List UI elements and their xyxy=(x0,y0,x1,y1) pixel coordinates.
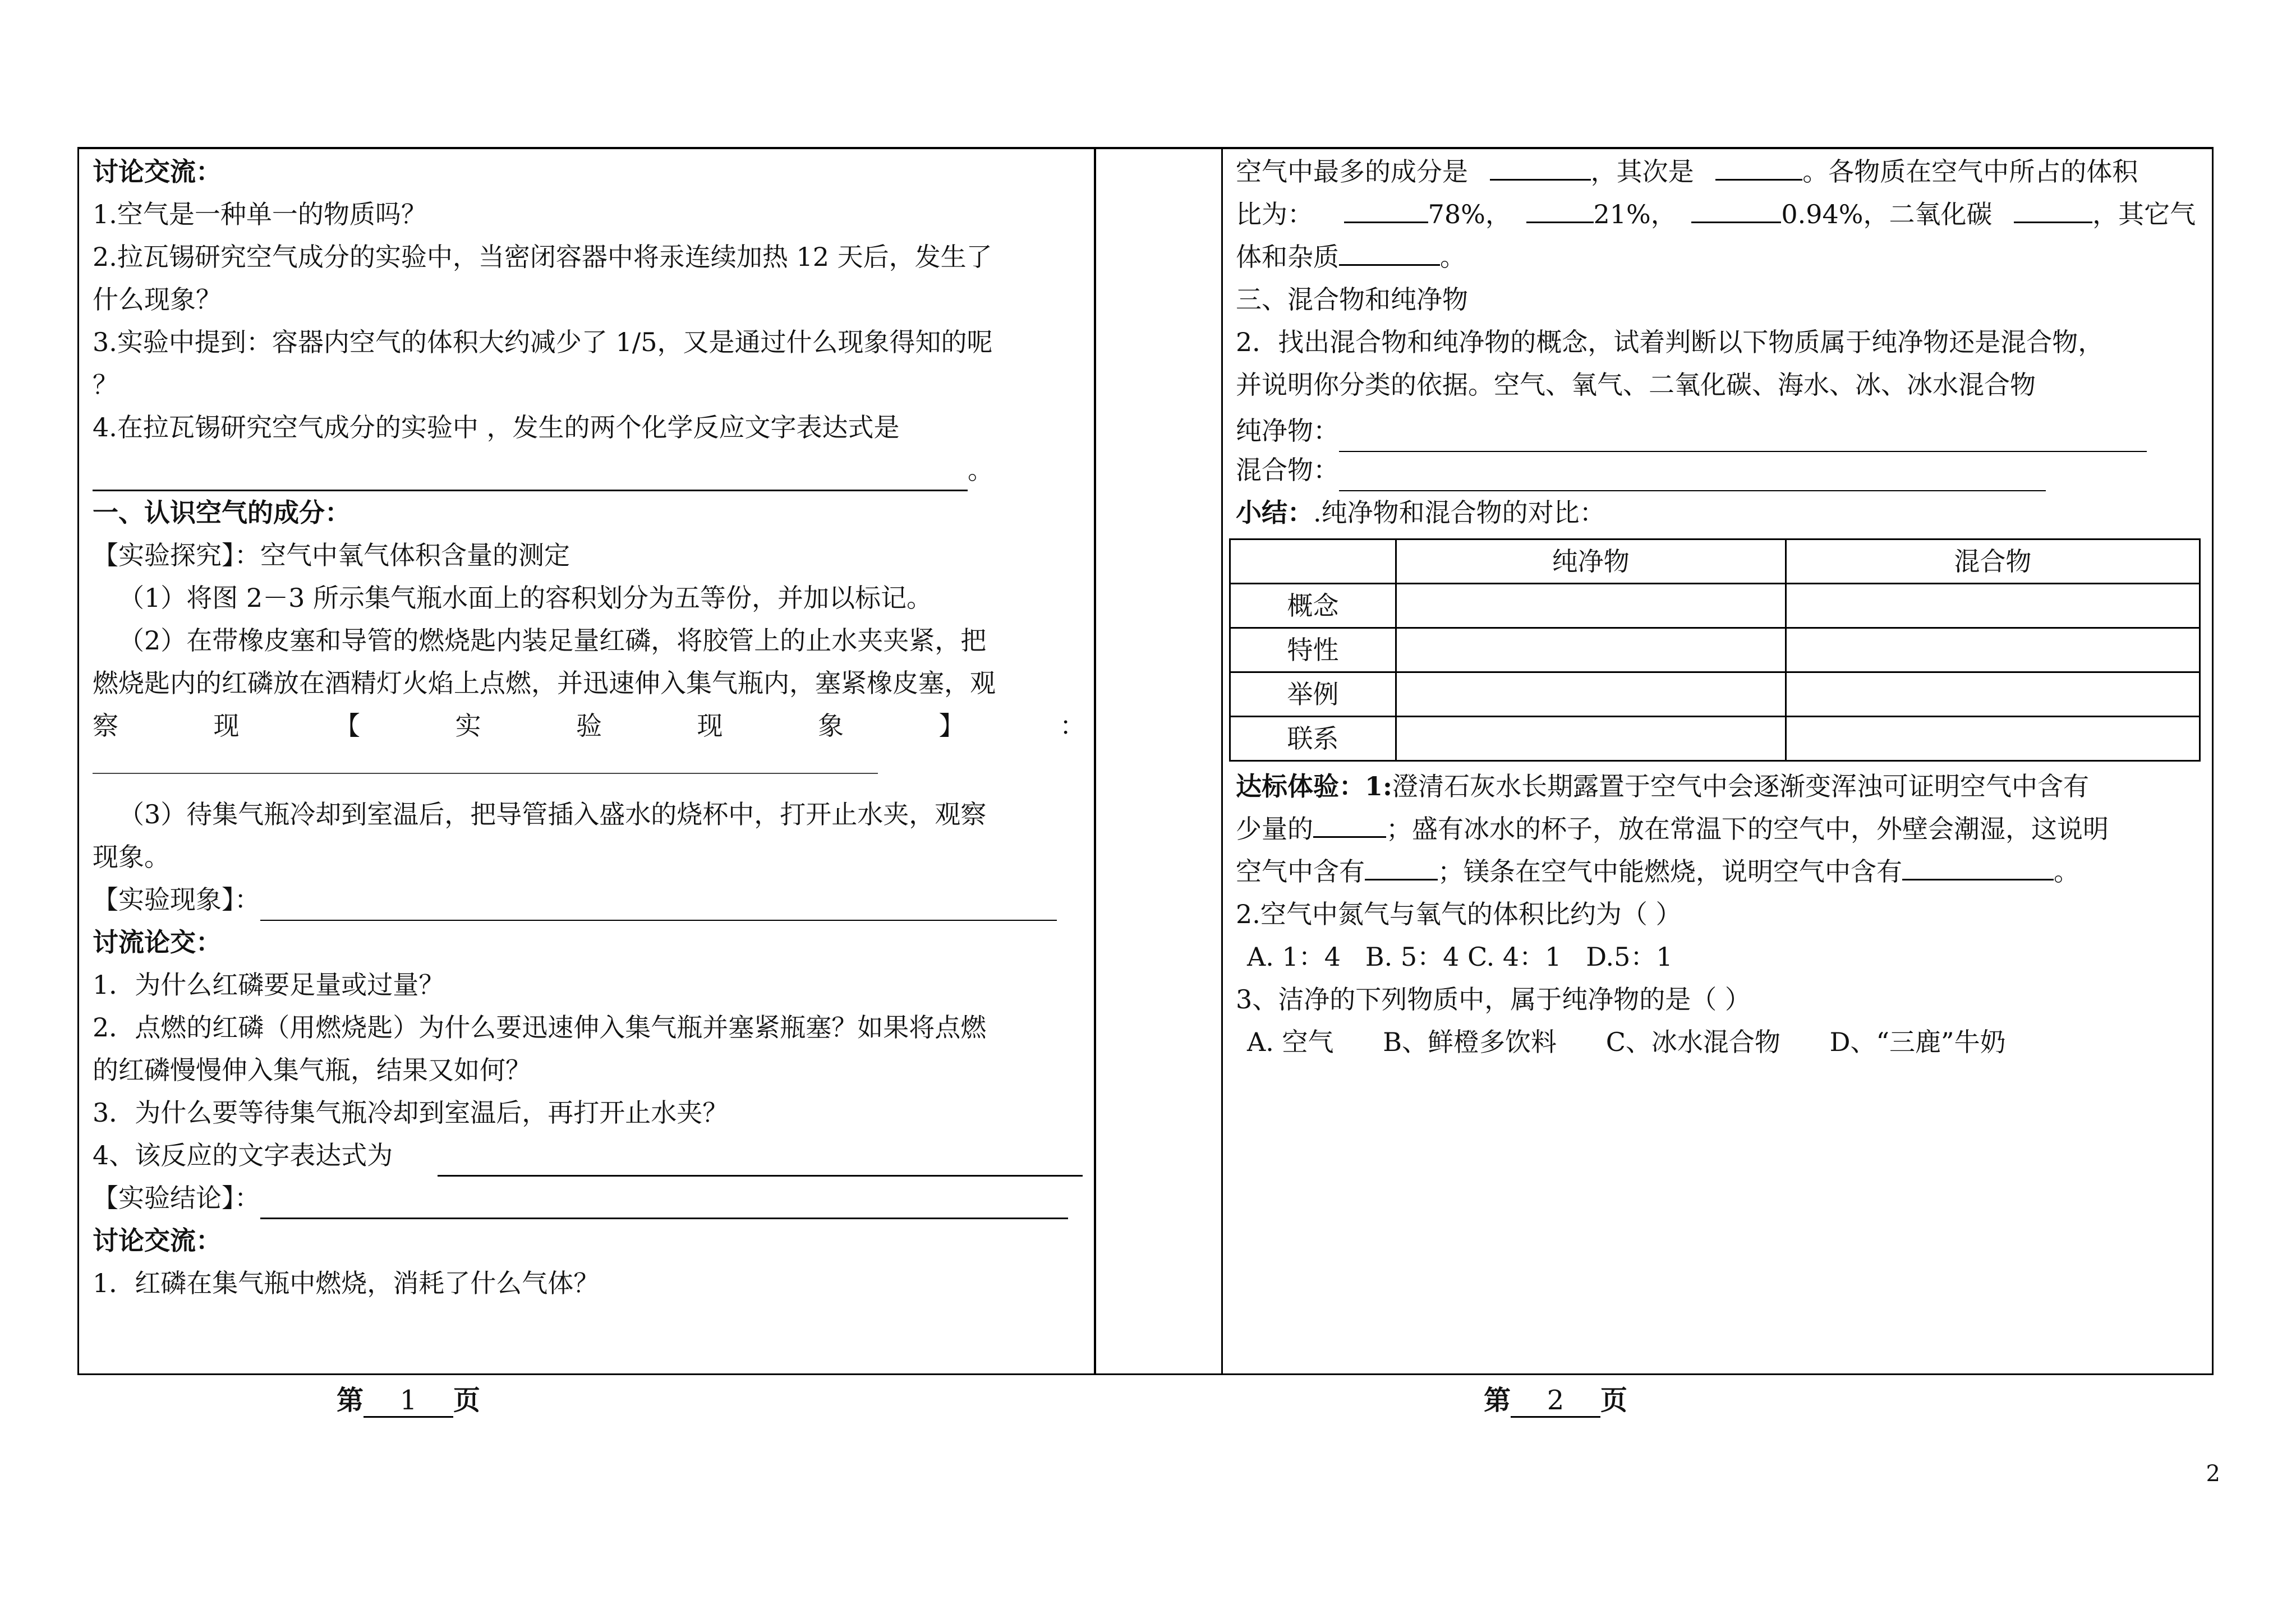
exercise-1: 1．红磷在集气瓶中燃烧，消耗了什么气体？ xyxy=(93,1268,600,1298)
summary-text: .纯净物和混合物的对比： xyxy=(1313,497,1605,528)
row-label: 概念 xyxy=(1230,584,1396,628)
test-label: 达标体验：1: xyxy=(1236,771,1392,801)
air-text: 21%， xyxy=(1593,199,1677,229)
left-column xyxy=(93,150,1085,1304)
answer-blank[interactable] xyxy=(93,750,878,774)
air-text: 空气中最多的成分是 xyxy=(1236,156,1468,187)
table-cell[interactable] xyxy=(1786,584,2200,628)
test-text: ；盛有冰水的杯子，放在常温下的空气中，外壁会潮湿，这说明 xyxy=(1386,814,2109,844)
answer-blank[interactable] xyxy=(93,464,968,491)
test-text: ；镁条在空气中能燃烧，说明空气中含有 xyxy=(1438,856,1902,887)
question-2-line-2: 什么现象？ xyxy=(93,284,222,315)
page-number: 2 xyxy=(2206,1461,2220,1487)
step-2-line-1: （2）在带橡皮塞和导管的燃烧匙内装足量红磷，将胶管上的止水夹夹紧，把 xyxy=(118,625,987,656)
answer-blank[interactable] xyxy=(1715,153,1802,181)
test-question-2-options: A. 1：4 B. 5：4 C. 4：1 D.5：1 xyxy=(1247,942,1673,972)
air-text: ，其次是 xyxy=(1590,156,1694,187)
footer-page-number: 1 xyxy=(364,1385,453,1418)
discuss-heading-1: 讨论交流： xyxy=(93,156,222,187)
mixture-row xyxy=(1236,449,2201,491)
test-text: 。 xyxy=(2054,856,2079,887)
air-text: 体和杂质 xyxy=(1236,242,1339,272)
table-cell[interactable] xyxy=(1396,584,1786,628)
answer-blank[interactable] xyxy=(260,894,1057,921)
test-line-1 xyxy=(1236,765,2201,808)
test-text: 澄清石灰水长期露置于空气中会逐渐变浑浊可证明空气中含有 xyxy=(1392,771,2089,801)
summary-line xyxy=(1236,491,2201,534)
air-text: 。 xyxy=(1440,242,1466,272)
mixture-label: 混合物： xyxy=(1236,455,1339,485)
test-question-2: 2.空气中氮气与氧气的体积比约为（ ） xyxy=(1236,899,1682,929)
page-footer-2 xyxy=(1484,1378,1627,1418)
question-1: 1.空气是一种单一的物质吗？ xyxy=(93,199,427,229)
answer-blank[interactable] xyxy=(1339,464,2046,491)
pure-label: 纯净物： xyxy=(1236,416,1339,446)
footer-prefix: 第 xyxy=(1484,1385,1511,1416)
table-header-cell xyxy=(1230,540,1396,584)
section-3-heading: 三、混合物和纯净物 xyxy=(1236,284,1468,315)
pure-row xyxy=(1236,409,2201,452)
test-text: 空气中含有 xyxy=(1236,856,1365,887)
conclusion-row xyxy=(93,1177,1085,1219)
question-2-line-2: 并说明你分类的依据。空气、氧气、二氧化碳、海水、冰、冰水混合物 xyxy=(1236,370,2036,400)
spread-char: 【 xyxy=(334,711,360,741)
step-2-blank-row xyxy=(93,750,1085,793)
table-cell[interactable] xyxy=(1786,628,2200,672)
step-2-line-2: 燃烧匙内的红磷放在酒精灯火焰上点燃，并迅速伸入集气瓶内，塞紧橡皮塞，观 xyxy=(93,668,996,698)
question-2-line-1: 2．找出混合物和纯净物的概念，试着判断以下物质属于纯净物还是混合物， xyxy=(1236,327,2104,357)
question-3-line-1: 3.实验中提到：容器内空气的体积大约减少了 1/5，又是通过什么现象得知的呢 xyxy=(93,327,993,357)
table-row xyxy=(1230,672,2200,717)
question-4-period: 。 xyxy=(968,455,993,485)
discuss-heading-2: 讨流论交： xyxy=(93,927,222,957)
air-text: ，其它气 xyxy=(2092,199,2196,229)
table-cell[interactable] xyxy=(1786,672,2200,717)
table-cell[interactable] xyxy=(1786,717,2200,761)
air-text: 。各物质在空气中所占的体积 xyxy=(1802,156,2138,187)
answer-blank[interactable] xyxy=(1339,238,1440,266)
test-line-2 xyxy=(1236,808,2201,850)
conclusion-label: 【实验结论】： xyxy=(93,1183,260,1213)
table-header-row xyxy=(1230,540,2200,584)
footer-suffix: 页 xyxy=(453,1385,481,1416)
footer-page-number: 2 xyxy=(1511,1385,1600,1418)
test-question-3-options: A. 空气 B、鲜橙多饮料 C、冰水混合物 D、“三鹿”牛奶 xyxy=(1247,1027,2006,1057)
air-composition-line-2 xyxy=(1236,193,2201,236)
air-text: 比为： xyxy=(1236,199,1313,229)
question-3-line-2: ？ xyxy=(93,370,118,400)
footer-suffix: 页 xyxy=(1600,1385,1628,1416)
column-divider-right xyxy=(1221,147,1223,1375)
spread-char: 现 xyxy=(213,711,240,741)
air-text: 0.94%，二氧化碳 xyxy=(1781,199,1993,229)
table-row xyxy=(1230,584,2200,628)
table-header-cell: 混合物 xyxy=(1786,540,2200,584)
step-3-line-2: 现象。 xyxy=(93,842,170,872)
step-3-line-1: （3）待集气瓶冷却到室温后，把导管插入盛水的烧杯中，打开止水夹，观察 xyxy=(118,799,987,829)
question-2-line-1: 2.拉瓦锡研究空气成分的实验中，当密闭容器中将汞连续加热 12 天后，发生了 xyxy=(93,242,992,272)
discussion-4-row xyxy=(93,1134,1085,1177)
comparison-table xyxy=(1229,538,2201,762)
table-cell[interactable] xyxy=(1396,717,1786,761)
right-column xyxy=(1236,150,2201,1063)
answer-blank[interactable] xyxy=(260,1192,1068,1219)
table-cell[interactable] xyxy=(1396,672,1786,717)
answer-blank[interactable] xyxy=(1313,810,1386,838)
experiment-explore: 【实验探究】：空气中氧气体积含量的测定 xyxy=(93,540,570,570)
answer-blank[interactable] xyxy=(1344,196,1428,223)
air-composition-line-1 xyxy=(1236,150,2201,193)
discussion-1: 1．为什么红磷要足量或过量？ xyxy=(93,970,445,1000)
answer-blank[interactable] xyxy=(1339,425,2147,452)
question-4: 4.在拉瓦锡研究空气成分的实验中 ，发生的两个化学反应文字表达式是 xyxy=(93,412,900,442)
discussion-2-line-2: 的红磷慢慢伸入集气瓶，结果又如何？ xyxy=(93,1055,531,1085)
spread-char: 象 xyxy=(818,711,844,741)
spread-char: 验 xyxy=(576,711,602,741)
row-label: 举例 xyxy=(1230,672,1396,717)
step-1: （1）将图 2－3 所示集气瓶水面上的容积划分为五等份，并加以标记。 xyxy=(118,583,933,613)
answer-blank[interactable] xyxy=(438,1149,1083,1177)
discussion-4: 4、该反应的文字表达式为 xyxy=(93,1140,393,1170)
spread-char: 现 xyxy=(697,711,723,741)
discussion-3: 3．为什么要等待集气瓶冷却到室温后，再打开止水夹？ xyxy=(93,1098,729,1128)
page-footer-1 xyxy=(337,1378,480,1418)
row-label: 联系 xyxy=(1230,717,1396,761)
spread-char: 察 xyxy=(93,711,118,741)
phenomenon-row xyxy=(93,878,1085,921)
footer-prefix: 第 xyxy=(337,1385,364,1416)
test-question-3: 3、洁净的下列物质中，属于纯净物的是（ ） xyxy=(1236,984,1751,1015)
question-4-answer xyxy=(93,449,1085,491)
phenomenon-label: 【实验现象】： xyxy=(93,884,260,915)
answer-blank[interactable] xyxy=(2014,196,2092,223)
row-label: 特性 xyxy=(1230,628,1396,672)
test-line-3 xyxy=(1236,850,2201,893)
section-1-heading: 一、认识空气的成分： xyxy=(93,497,351,528)
table-row xyxy=(1230,628,2200,672)
table-row xyxy=(1230,717,2200,761)
spread-char: ： xyxy=(1060,711,1085,741)
answer-blank[interactable] xyxy=(1691,196,1781,223)
table-header-cell: 纯净物 xyxy=(1396,540,1786,584)
test-text: 少量的 xyxy=(1236,814,1313,844)
air-text: 78%， xyxy=(1428,199,1511,229)
discussion-2-line-1: 2．点燃的红磷（用燃烧匙）为什么要迅速伸入集气瓶并塞紧瓶塞？如果将点燃 xyxy=(93,1012,987,1043)
summary-label: 小结： xyxy=(1236,497,1313,528)
step-2-line-3 xyxy=(93,704,1085,747)
column-divider-left xyxy=(1094,147,1096,1375)
answer-blank[interactable] xyxy=(1526,196,1594,223)
answer-blank[interactable] xyxy=(1365,853,1438,880)
spread-char: 】 xyxy=(938,711,965,741)
air-composition-line-3 xyxy=(1236,236,2201,278)
spread-char: 实 xyxy=(455,711,481,741)
discuss-heading-3: 讨论交流： xyxy=(93,1225,222,1256)
answer-blank[interactable] xyxy=(1902,853,2054,880)
table-cell[interactable] xyxy=(1396,628,1786,672)
answer-blank[interactable] xyxy=(1490,153,1591,181)
